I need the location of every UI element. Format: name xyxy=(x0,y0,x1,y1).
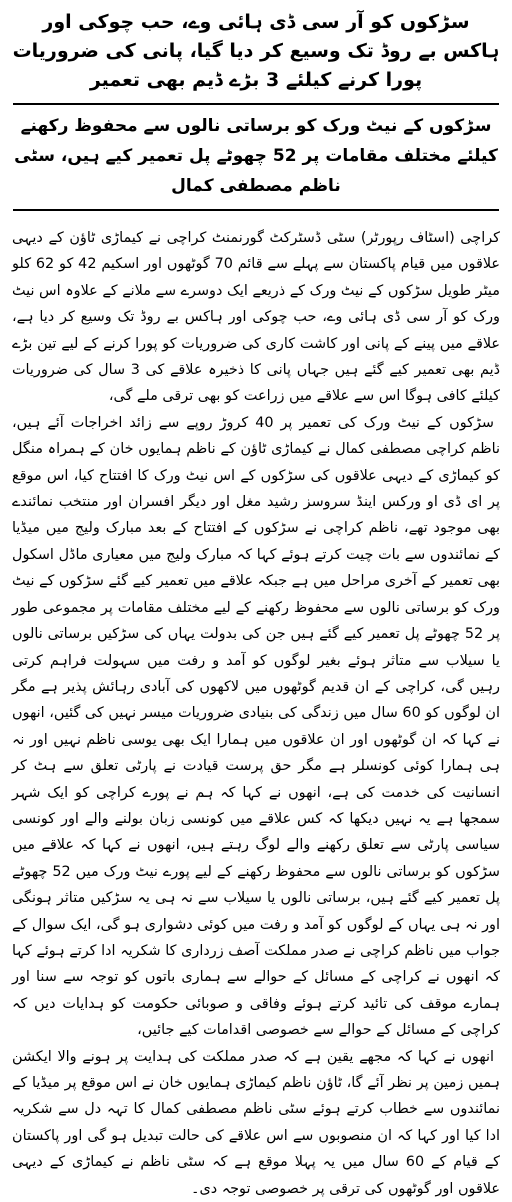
article-paragraph: کراچی (اسٹاف رپورٹر) سٹی ڈسٹرکٹ گورنمنٹ کراچی نے کیماڑی ٹاؤن کے دیہی علاقوں میں قیام پاکستان سے پہلے سے قائم 70 گوٹھوں اور اسکیم 42 کو 62 کلو میٹر طویل سڑکوں کے نیٹ ورک کے ذریعے ایک دوسرے سے ملانے کے علاوہ اس نیٹ ورک کو آر سی ڈی ہائی وے، حب چوکی اور ہاکس بے روڈ تک وسیع کر دیا ہے، علاقے میں پینے کے پانی اور کاشت کاری کی ضروریات کو پورا کرنے کے لیے تین بڑے ڈیم بھی تعمیر کیے گئے ہیں جہاں پانی کا ذخیرہ علاقے کی 3 سال کی ضروریات کیلئے کافی ہوگا اس سے علاقے میں زراعت کو بھی ترقی ملے گی، xyxy=(12,230,500,405)
subheadline: سڑکوں کے نیٹ ورک کو برساتی نالوں سے محفوظ رکھنے کیلئے مختلف مقامات پر 52 چھوٹے پل تعمیر کیے ہیں، سٹی ناظم مصطفی کمال xyxy=(14,116,498,196)
article-paragraph: انھوں نے کہا کہ مجھے یقین ہے کہ صدر مملکت کی ہدایت پر ہونے والا ایکشن ہمیں زمین پر نظر آئے گا، ٹاؤن ناظم کیماڑی ہمایوں خان نے اس موقع پر میڈیا کے نمائندوں سے خطاب کرتے ہوئے سٹی ناظم مصطفی کمال کا تہہ دل سے شکریہ ادا کیا اور کہا کہ ان منصوبوں سے اس علاقے کی حالت تبدیل ہو گی اور پاکستان کے قیام کے 60 سال میں یہ پہلا موقع ہے کہ سٹی ناظم نے کیماڑی کے دیہی علاقوں اور گوٹھوں کی ترقی پر خصوصی توجہ دی۔ xyxy=(12,1048,500,1197)
subheadline-divider xyxy=(13,209,499,211)
headline: سڑکوں کو آر سی ڈی ہائی وے، حب چوکی اور ہاکس بے روڈ تک وسیع کر دیا گیا، پانی کی ضروریات پورا کرنے کیلئے 3 بڑے ڈیم بھی تعمیر xyxy=(12,11,500,91)
article-paragraph: سڑکوں کے نیٹ ورک کی تعمیر پر 40 کروڑ روپے سے زائد اخراجات آئے ہیں، ناظم کراچی مصطفی کمال نے کیماڑی ٹاؤن کے ناظم ہمایوں خان کے ہمراہ منگل کو کیماڑی کے دیہی علاقوں کی سڑکوں کے اس نیٹ ورک کا افتتاح کیا، اس موقع پر ای ڈی او ورکس اینڈ سروسز رشید مغل اور دیگر افسران اور منتخب نمائندے بھی موجود تھے، ناظم کراچی نے سڑکوں کے افتتاح کے بعد مبارک ولیج میں میڈیا کے نمائندوں سے بات چیت کرتے ہوئے کہا کہ مبارک ولیج میں معیاری ماڈل اسکول بھی تعمیر کے آخری مراحل میں ہے جبکہ علاقے میں تعمیر کیے گئے سڑکوں کے نیٹ ورک کو برساتی نالوں سے محفوظ رکھنے کے لیے مختلف مقامات پر مجموعی طور پر 52 چھوٹے پل تعمیر کیے گئے ہیں جن کی بدولت یہاں کی سڑکیں برساتی نالوں یا سیلاب سے متاثر ہوئے بغیر لوگوں کو آمد و رفت میں سہولت فراہم کرتی رہیں گی، کراچی کے ان قدیم گوٹھوں میں لاکھوں کی آبادی رہائش پذیر ہے مگر ان لوگوں کو 60 سال میں زندگی کی بنیادی ضروریات میسر نہیں کی گئیں، انھوں نے کہا کہ ان گوٹھوں اور ان علاقوں میں ہمارا ایک بھی یوسی ناظم نہیں اور نہ ہی ہمارا کوئی کونسلر ہے مگر حق پرست قیادت نے پارٹی تعلق سے ہٹ کر انسانیت کی خدمت کی ہے، انھوں نے کہا کہ ہم نے پورے کراچی کو ایک شہر سمجھا ہے یہ نہیں دیکھا کہ کس علاقے میں کونسی زبان بولنے والے اور کونسی سیاسی پارٹی سے تعلق رکھنے والے لوگ رہتے ہیں، انھوں نے کہا کہ علاقے میں سڑکوں کو برساتی نالوں سے محفوظ رکھنے کے لیے پورے نیٹ ورک میں 52 چھوٹے پل تعمیر کیے گئے ہیں، برساتی نالوں یا سیلاب سے نہ ہی یہ سڑکیں متاثر ہونگی اور نہ ہی یہاں کے لوگوں کو آمد و رفت میں کوئی دشواری ہو گی، ایک سوال کے جواب میں ناظم کراچی نے صدر مملکت آصف زرداری کا شکریہ ادا کرتے ہوئے کہا کہ انھوں نے کراچی کے مسائل کے حوالے سے ہماری باتوں کو توجہ سے سنا اور ہمارے موقف کی تائید کرتے ہوئے وفاقی و صوبائی حکومت کو ہدایات دیں کہ کراچی کے مسائل کے حوالے سے خصوصی اقدامات کیے جائیں، xyxy=(11,414,500,1039)
